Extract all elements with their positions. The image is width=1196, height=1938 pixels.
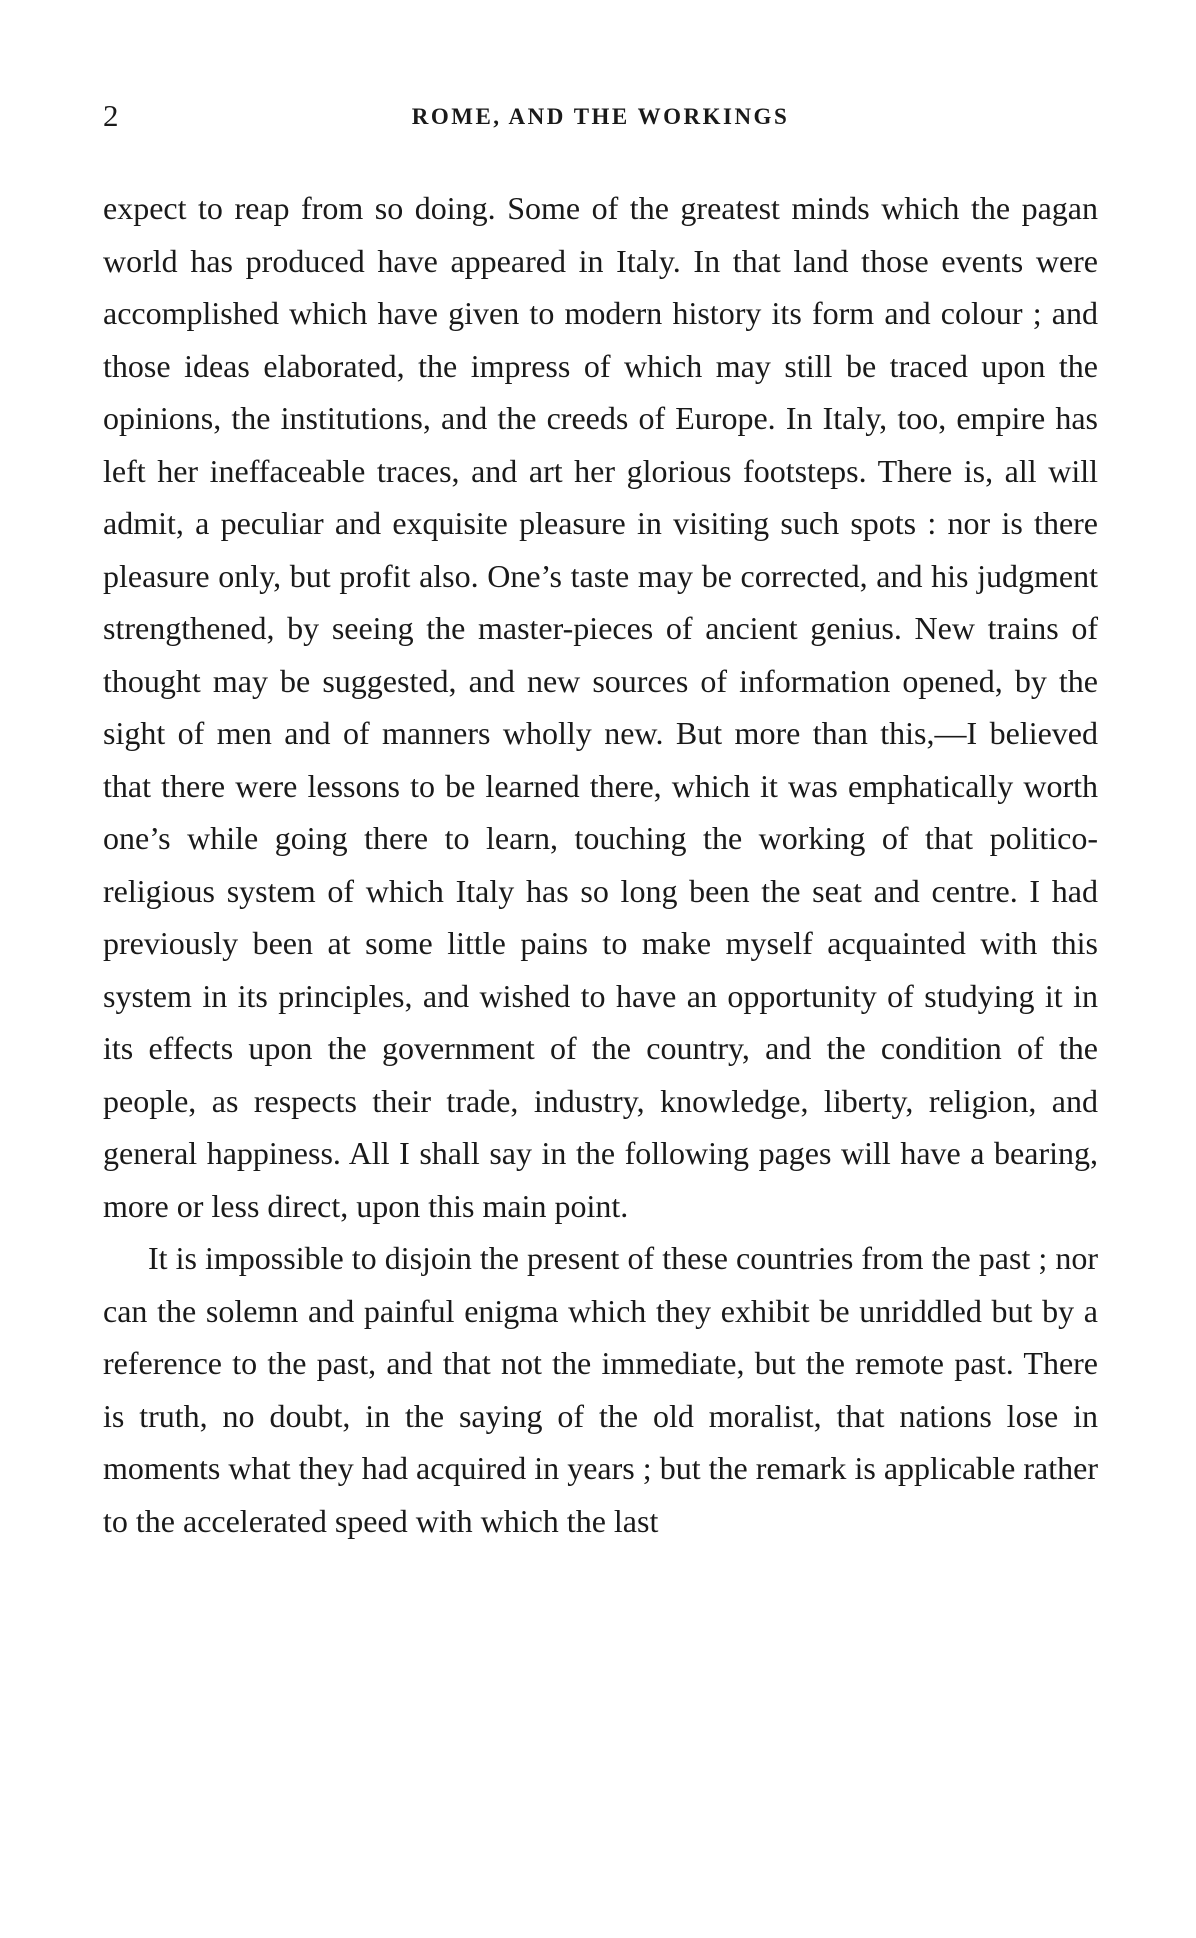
paragraph: It is impossible to disjoin the present of these countries from the past ; nor can the solemn and painful enigma which they exhibit be unriddled but by a reference to the past, and that not the immediate, but the remote past. There is truth, no doubt, in the saying of the old moralist, that nations lose in moments what they had acquired in years ; but the remark is applicable rather to the accelerated speed with which the last (103, 1240, 1098, 1539)
paragraph-continued: expect to reap from so doing. Some of the greatest minds which the pagan world has produced have appeared in Italy. In that land those events were accomplished which have given to modern history its form and colour ; and those ideas elaborated, the impress of which may still be traced upon the opinions, the institutions, and the creeds of Europe. In Italy, too, empire has left her ineffaceable traces, and art her glorious footsteps. There is, all will admit, a peculiar and exquisite pleasure in visiting such spots : nor is there pleasure only, but profit also. One’s taste may be corrected, and his judgment strengthened, by seeing the master-pieces of ancient genius. New trains of thought may be suggested, and new sources of information opened, by the sight of men and of manners wholly new. But more than this,—I believed that there were lessons to be learned there, which it was emphatically worth one’s while going there to learn, touching the working of that politico-religious system of which Italy has so long been the seat and centre. I had previously been at some little pains to make myself acquainted with this system in its principles, and wished to have an opportunity of studying it in its effects upon the government of the country, and the condition of the people, as respects their trade, industry, knowledge, liberty, religion, and general happiness. All I shall say in the following pages will have a bearing, more or less direct, upon this main point. (103, 190, 1098, 1224)
body-text (103, 182, 1098, 1547)
running-title: ROME, AND THE WORKINGS (411, 104, 790, 129)
running-head (103, 98, 1098, 138)
page-number: 2 (103, 98, 119, 133)
